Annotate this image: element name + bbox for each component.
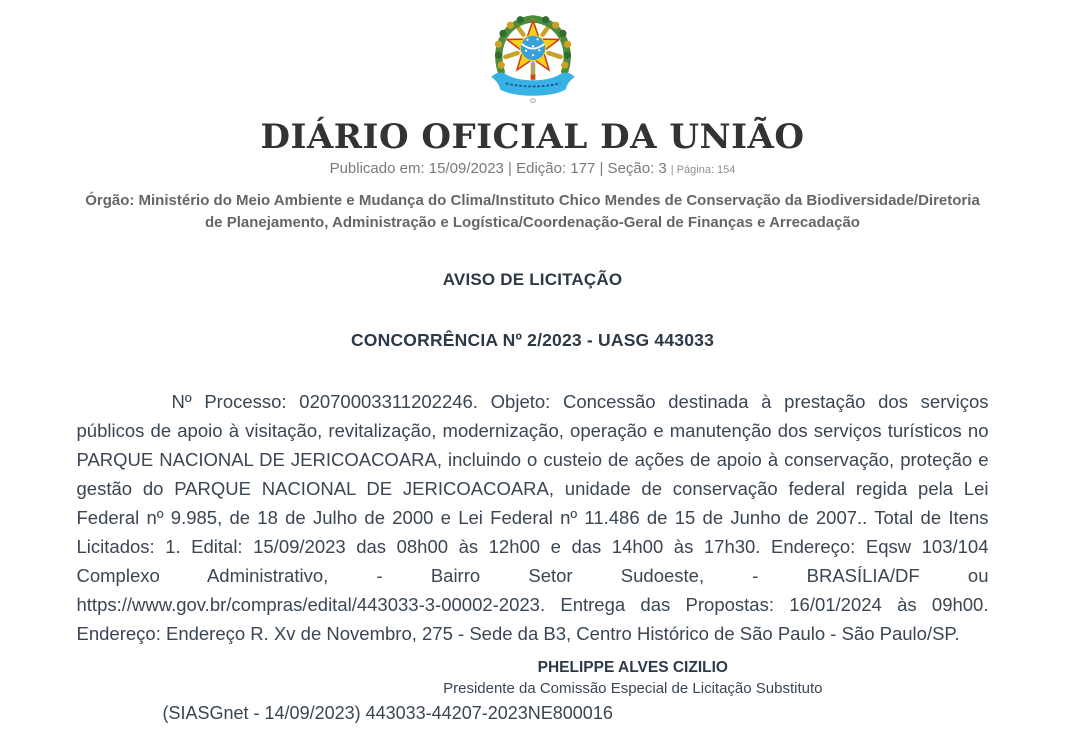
- celestial-globe: [520, 35, 545, 60]
- sword-gem: [530, 74, 535, 79]
- gazette-title: DIÁRIO OFICIAL DA UNIÃO: [260, 117, 805, 157]
- notice-body-text: Nº Processo: 02070003311202246. Objeto: Concessão destinada à prestação dos serviços públicos de apoio à visitação, revitalização, modernização, operação e manutenção dos serviços turísticos no PARQUE NACIONAL DE JERICOACOARA, incluindo o custeio de ações de apoio à conservação, proteção e gestão do PARQUE NACIONAL DE JERICOACOARA, unidade de conservação federal regida pela Lei Federal nº 9.985, de 18 de Julho de 2000 e Lei Federal nº 11.486 de 15 de Junho de 2007.. Total de Itens Licitados: 1. Edital: 15/09/2023 das 08h00 às 12h00 e das 14h00 às 17h30. Endereço: Eqsw 103/104 Complexo Administrativo, - Bairro Setor Sudoeste, - BRASÍLIA/DF ou https://www.gov.br/compras/edital/443033-3-00002-2023. Entrega das Propostas: 16/01/2024 às 09h00. Endereço: Endereço R. Xv de Novembro, 275 - Sede da B3, Centro Histórico de São Paulo - São Paulo/SP.: [76, 391, 989, 644]
- signature-name: PHELIPPE ALVES CIZILIO: [537, 659, 728, 676]
- ribbon-clasp: [530, 99, 535, 103]
- notice-article: [77, 270, 989, 725]
- siasg-reference: (SIASGnet - 14/09/2023) 443033-44207-2023NE800016: [162, 703, 613, 723]
- masthead: [0, 0, 1065, 234]
- signature-role: Presidente da Comissão Especial de Licitação Substituto: [443, 680, 823, 697]
- published-info: Publicado em: 15/09/2023 | Edição: 177 | Seção: 3: [329, 160, 667, 177]
- signature-block: [350, 657, 915, 698]
- organ-line: Órgão: Ministério do Meio Ambiente e Mudança do Clima/Instituto Chico Mendes de Conservação da Biodiversidade/Diretoria de Planejamento, Administração e Logística/Coordenação-Geral de Finanças e Arrecadação: [85, 192, 980, 231]
- notice-subheading: CONCORRÊNCIA Nº 2/2023 - UASG 443033: [350, 330, 715, 350]
- page-info: | Página: 154: [670, 164, 736, 176]
- publication-meta: [0, 160, 1065, 179]
- notice-heading: AVISO DE LICITAÇÃO: [442, 270, 623, 289]
- brazil-coat-of-arms-icon: [478, 8, 588, 106]
